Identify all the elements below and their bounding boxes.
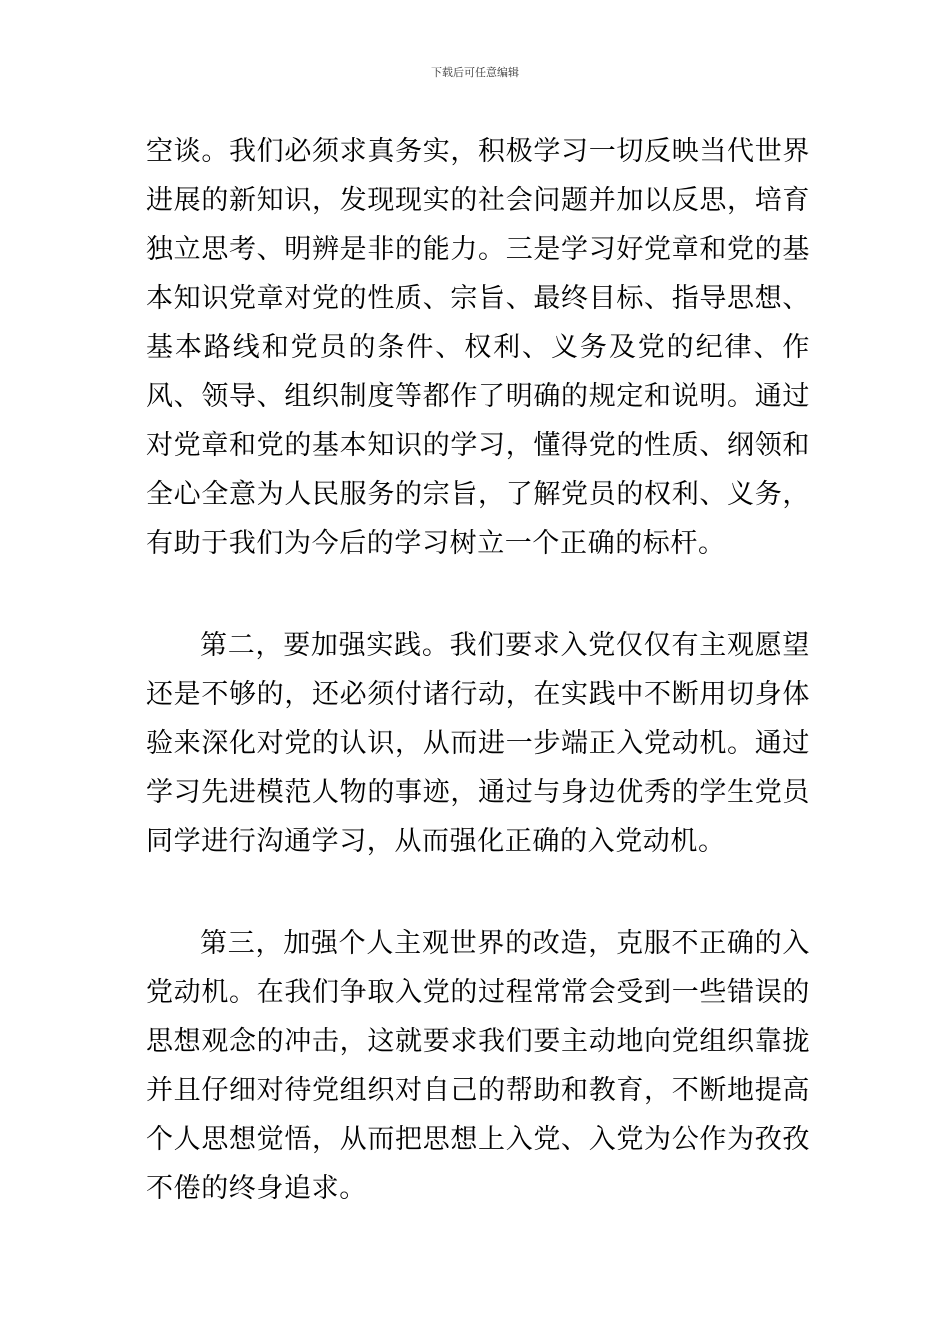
- paragraph-continued: 空谈。我们必须求真务实，积极学习一切反映当代世界进展的新知识，发现现实的社会问题并加以反思，培育独立思考、明辨是非的能力。三是学习好党章和党的基本知识党章对党的性质、宗旨、最终目标、指导思想、基本路线和党员的条件、权利、义务及党的纪律、作风、领导、组织制度等都作了明确的规定和说明。通过对党章和党的基本知识的学习，懂得党的性质、纲领和全心全意为人民服务的宗旨，了解党员的权利、义务，有助于我们为今后的学习树立一个正确的标杆。: [146, 136, 810, 559]
- paragraph-second: 第二，要加强实践。我们要求入党仅仅有主观愿望还是不够的，还必须付诸行动，在实践中不断用切身体验来深化对党的认识，从而进一步端正入党动机。通过学习先进模范人物的事迹，通过与身边优秀的学生党员同学进行沟通学习，从而强化正确的入党动机。: [146, 630, 810, 857]
- paragraph-third: 第三，加强个人主观世界的改造，克服不正确的入党动机。在我们争取入党的过程常常会受到一些错误的思想观念的冲击，这就要求我们要主动地向党组织靠拢并且仔细对待党组织对自己的帮助和教育，不断地提高个人思想觉悟，从而把思想上入党、入党为公作为孜孜不倦的终身追求。: [146, 928, 810, 1204]
- page-header: 下载后可任意编辑: [431, 66, 519, 79]
- paragraph-spacer: [146, 568, 810, 621]
- document-body: [146, 127, 810, 1213]
- paragraph-spacer: [146, 866, 810, 919]
